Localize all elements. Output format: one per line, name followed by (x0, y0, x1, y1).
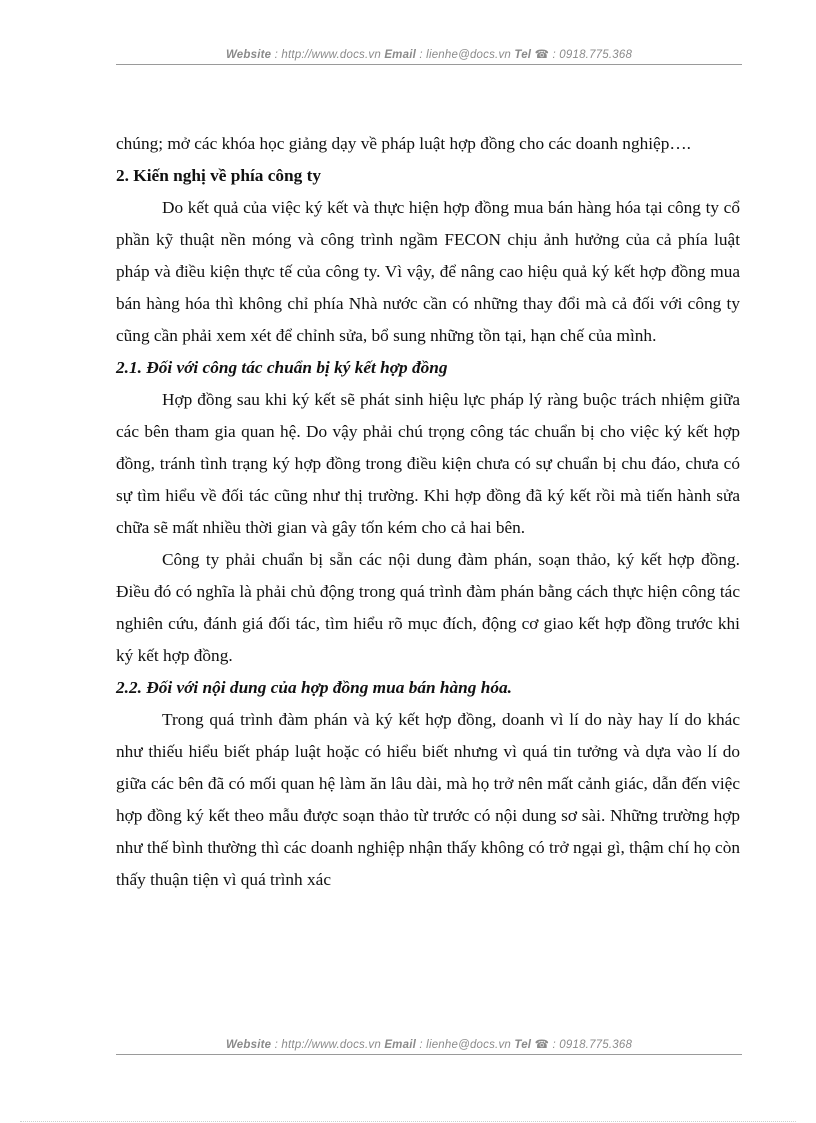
subsection-heading-2-2: 2.2. Đối với nội dung của hợp đồng mua bán hàng hóa. (116, 678, 512, 697)
page-bottom-dotted-line (20, 1121, 796, 1122)
email-value[interactable]: : lienhe@docs.vn (416, 1039, 515, 1051)
paragraph-continued: chúng; mở các khóa học giảng dạy về pháp luật hợp đồng cho các doanh nghiệp…. (116, 134, 691, 153)
page-header (116, 47, 742, 65)
website-value[interactable]: : http://www.docs.vn (271, 49, 385, 61)
document-body (116, 128, 740, 896)
website-label: Website (225, 49, 272, 61)
page-footer (116, 1037, 742, 1055)
tel-label: Tel (514, 1039, 532, 1051)
paragraph: Do kết quả của việc ký kết và thực hiện hợp đồng mua bán hàng hóa tại công ty cổ phần kỹ thuật nền móng và công trình ngầm FECON chịu ảnh hưởng của cả phía luật pháp và điều kiện thực tế của công ty. Vì vậy, để nâng cao hiệu quả ký kết hợp đồng mua bán hàng hóa thì không chỉ phía Nhà nước cần có những thay đổi mà cả đối với công ty cũng cần phải xem xét để chỉnh sửa, bổ sung những tồn tại, hạn chế của mình. (116, 198, 740, 345)
tel-label: Tel (514, 49, 532, 61)
website-label: Website (225, 1039, 272, 1051)
paragraph: Hợp đồng sau khi ký kết sẽ phát sinh hiệu lực pháp lý ràng buộc trách nhiệm giữa các bên tham gia quan hệ. Do vậy phải chú trọng công tác chuẩn bị cho việc ký kết hợp đồng, tránh tình trạng ký hợp đồng trong điều kiện chưa có sự chuẩn bị chu đáo, chưa có sự tìm hiểu về đối tác cũng như thị trường. Khi hợp đồng đã ký kết rồi mà tiến hành sửa chữa sẽ mất nhiều thời gian và gây tốn kém cho cả hai bên. (116, 390, 740, 537)
website-value[interactable]: : http://www.docs.vn (271, 1039, 385, 1051)
paragraph: Trong quá trình đàm phán và ký kết hợp đồng, doanh vì lí do này hay lí do khác như thiếu hiểu biết pháp luật hoặc có hiểu biết nhưng vì quá tin tưởng và dựa vào lí do giữa các bên đã có mối quan hệ làm ăn lâu dài, mà họ trở nên mất cảnh giác, dẫn đến việc hợp đồng ký kết theo mẫu được soạn thảo từ trước có nội dung sơ sài. Những trường hợp như thế bình thường thì các doanh nghiệp nhận thấy không có trở ngại gì, thậm chí họ còn thấy thuận tiện vì quá trình xác (116, 710, 740, 889)
email-value[interactable]: : lienhe@docs.vn (416, 49, 515, 61)
email-label: Email (384, 49, 416, 61)
email-label: Email (384, 1039, 416, 1051)
tel-value: ☎ : 0918.775.368 (531, 49, 633, 61)
tel-value: ☎ : 0918.775.368 (531, 1039, 633, 1051)
section-heading: 2. Kiến nghị về phía công ty (116, 166, 322, 185)
paragraph: Công ty phải chuẩn bị sẵn các nội dung đàm phán, soạn thảo, ký kết hợp đồng. Điều đó có nghĩa là phải chủ động trong quá trình đàm phán bằng cách thực hiện công tác nghiên cứu, đánh giá đối tác, tìm hiểu rõ mục đích, động cơ giao kết hợp đồng trước khi ký kết hợp đồng. (116, 550, 740, 665)
subsection-heading-2-1: 2.1. Đối với công tác chuẩn bị ký kết hợp đồng (116, 358, 448, 377)
